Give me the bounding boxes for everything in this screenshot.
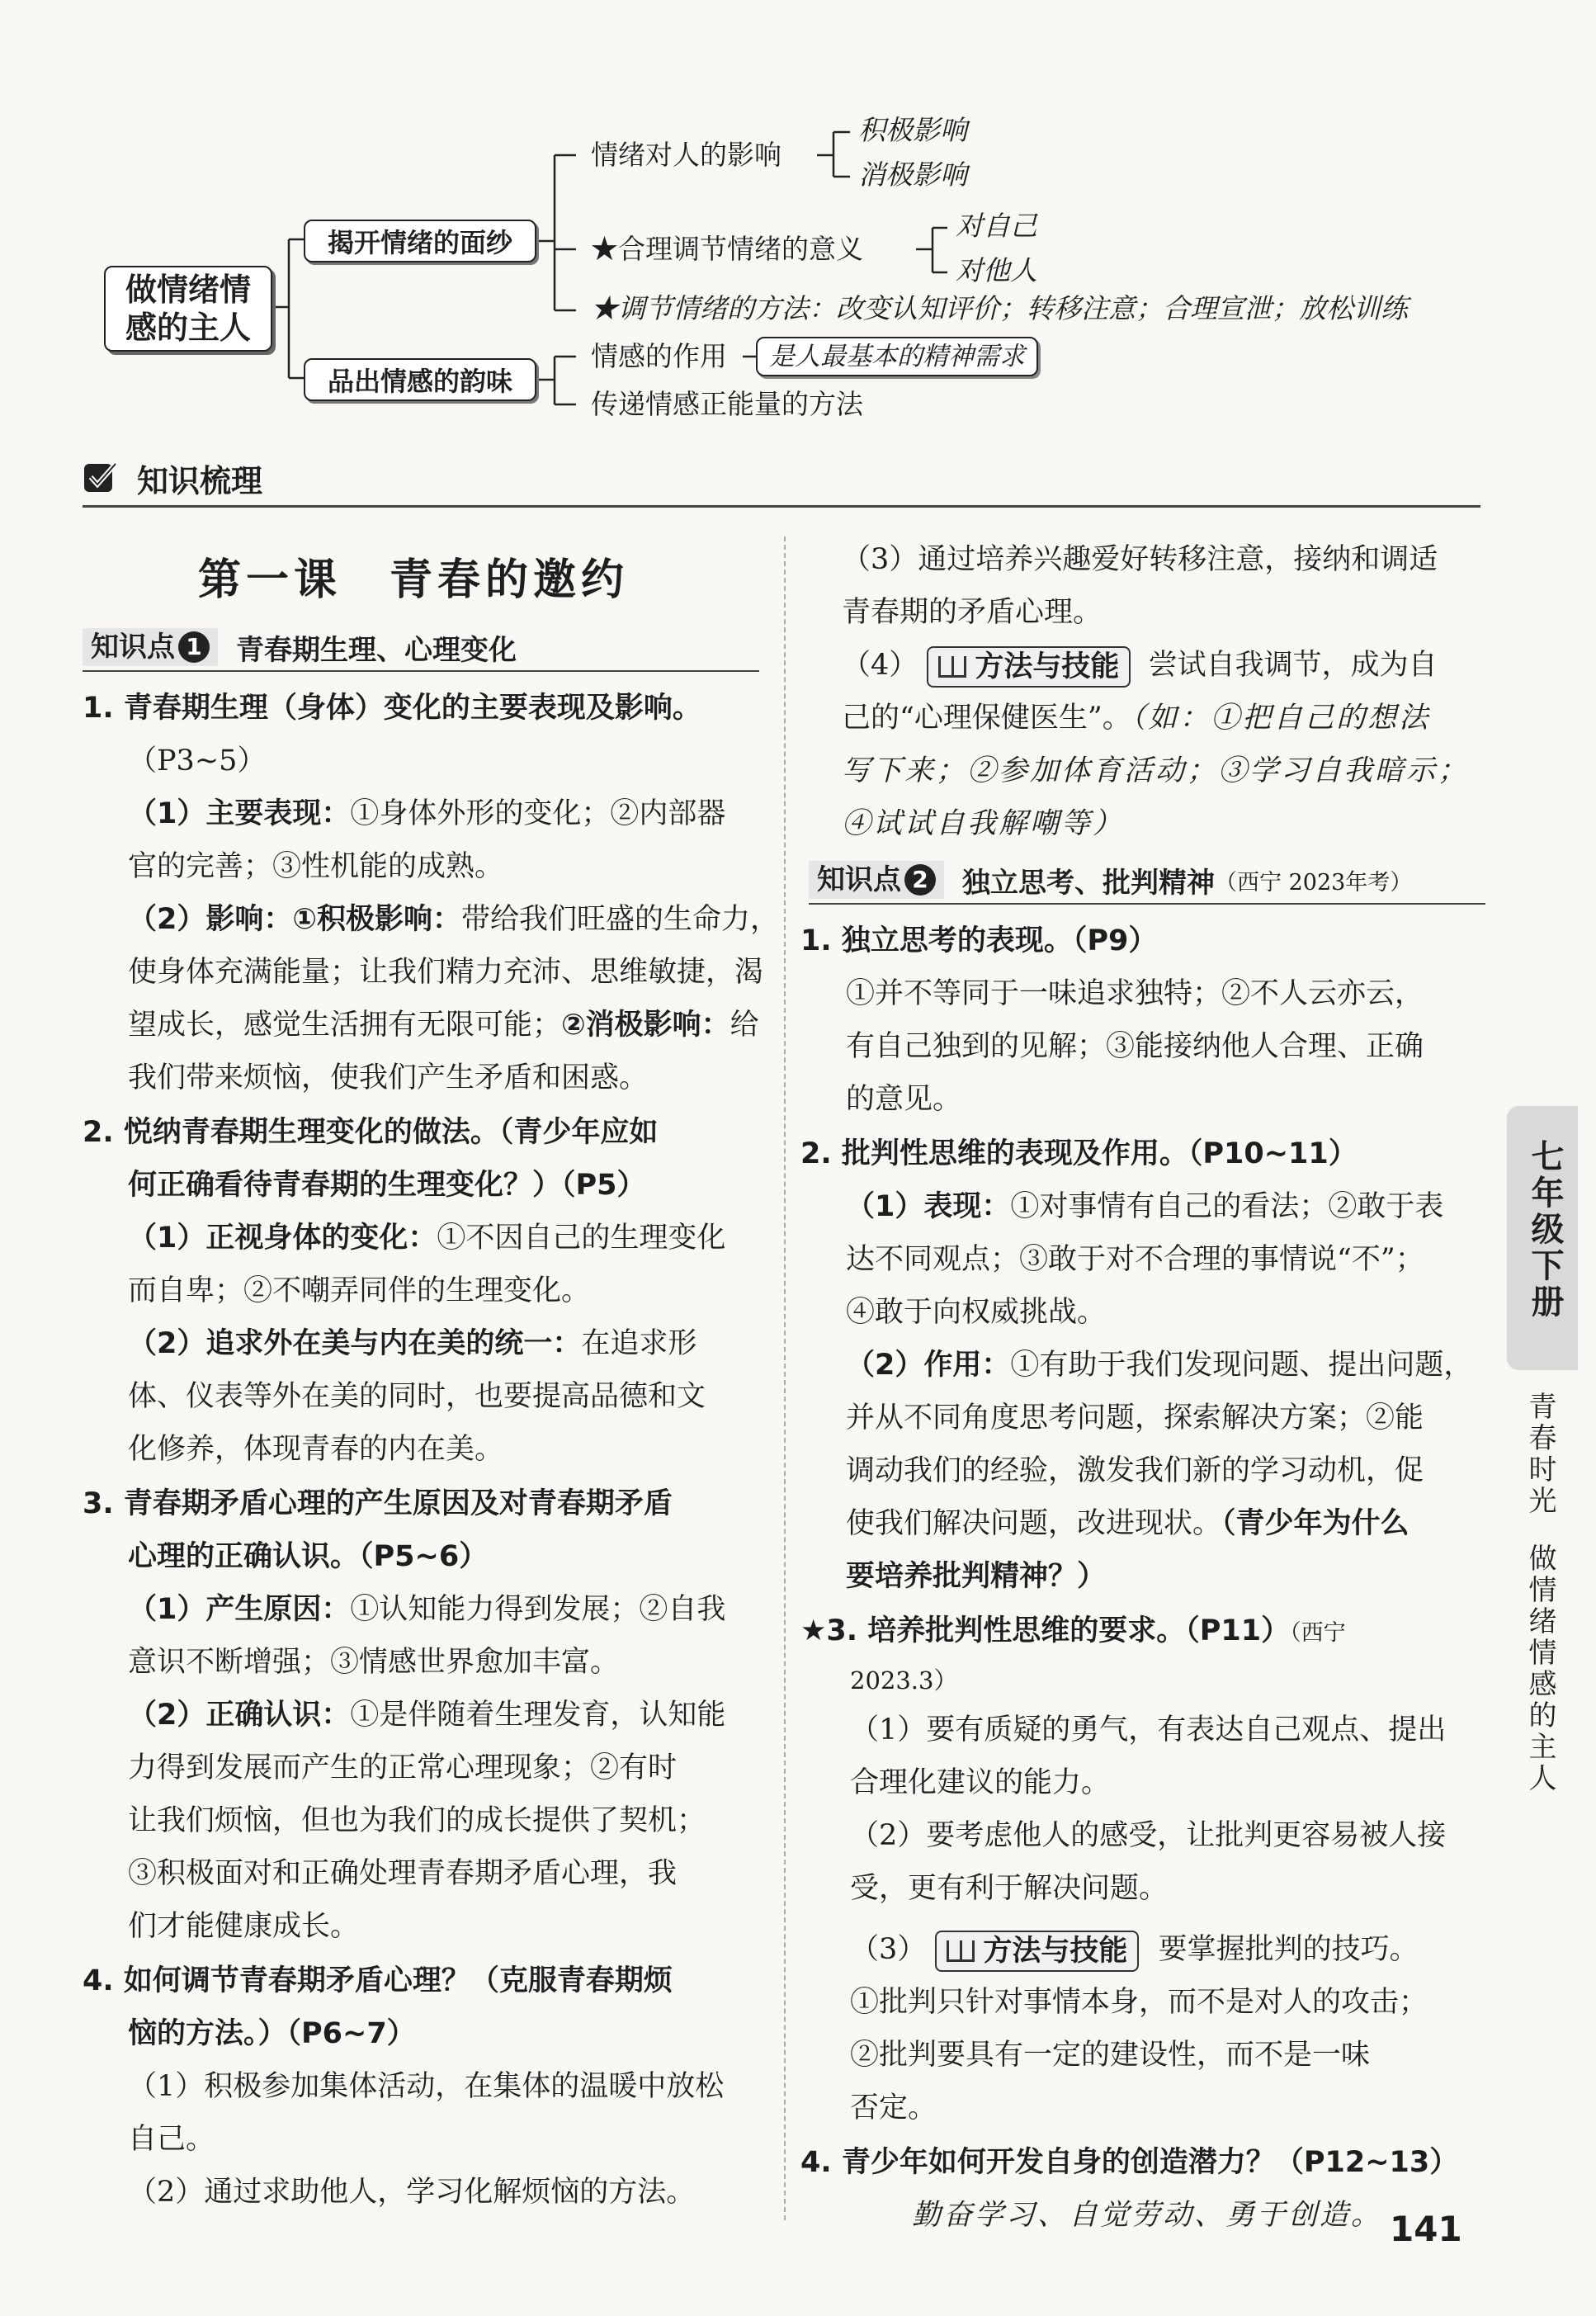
right-a4-hw3: ④试试自我解嘲等） <box>842 807 1125 840</box>
left-q1-a2-label: （2）影响： <box>128 903 293 936</box>
kp1-number: 1 <box>178 631 210 663</box>
grade-side-tab <box>1507 1106 1578 1370</box>
right-q3-a2-l2: 受，更有利于解决问题。 <box>850 1872 1169 1905</box>
right-q2-a2 <box>846 1339 1472 1392</box>
left-q2-a1 <box>128 1212 725 1264</box>
left-q2-title2: 何正确看待青春期的生理变化？）（P5） <box>128 1169 646 1202</box>
right-q1-title: 1. 独立思考的表现。（P9） <box>800 924 1158 957</box>
right-q3-a3-l3: ②批判要具有一定的建设性，而不是一味 <box>850 2039 1371 2072</box>
right-q3-note2: 2023.3） <box>850 1666 958 1694</box>
right-q2-a1-l1: ①对事情有自己的看法；②敢于表 <box>1010 1190 1444 1223</box>
left-q1-title: 1. 青春期生理（身体）变化的主要表现及影响。 <box>83 692 701 725</box>
left-q1-a2-l2: 使身体充满能量；让我们精力充沛、思维敏捷，渴 <box>128 956 764 989</box>
left-q3-a2-label: （2）正确认识： <box>128 1699 351 1732</box>
left-q1-a2 <box>128 893 779 946</box>
right-a4-l2-line <box>842 692 1430 744</box>
right-q3-note1: （西宁 <box>1290 1620 1346 1646</box>
left-q2-a1-l2: 而自卑；②不嘲弄同伴的生理变化。 <box>128 1274 591 1307</box>
knowledge-point-1 <box>83 624 517 670</box>
left-q4-title2: 恼的方法。）（P6~7） <box>128 2017 416 2050</box>
left-q3-a2-l1: ①是伴随着生理发育，认知能 <box>350 1699 726 1732</box>
mm-role-note: 是人最基本的精神需求 <box>756 337 1038 376</box>
left-q1-a2-neg: ②消极影响： <box>561 1009 730 1042</box>
right-q2-a2-l4-line <box>846 1497 1409 1550</box>
right-q2-a1 <box>846 1180 1443 1233</box>
left-q4-a1-l1: （1）积极参加集体活动，在集体的温暖中放松 <box>128 2070 725 2103</box>
kp1-rule <box>83 670 759 672</box>
left-q2-a2-label: （2）追求外在美与内在美的统一： <box>128 1327 582 1360</box>
column-divider <box>784 536 786 2220</box>
lesson-title: 第一课 青春的邀约 <box>198 555 630 605</box>
section-rule <box>83 505 1480 508</box>
left-q3-a2-l3: 让我们烦恼，但也为我们的成长提供了契机； <box>128 1804 706 1837</box>
right-q3-a3-l4: 否定。 <box>850 2091 937 2125</box>
kp1-label-box <box>83 628 218 666</box>
page-number: 141 <box>1390 2209 1462 2249</box>
kp2-name: 独立思考、批判精神 <box>962 866 1215 900</box>
right-q3-title-line <box>800 1605 1346 1660</box>
left-q2-a2 <box>128 1317 696 1370</box>
kp2-rule <box>809 903 1485 905</box>
checkbox-icon <box>83 459 119 495</box>
mm-meaning: ★合理调节情绪的意义 <box>591 233 863 265</box>
right-a4-line <box>842 639 1438 692</box>
right-q3-a3-l2: ①批判只针对事情本身，而不是对人的攻击； <box>850 1986 1428 2019</box>
side-topic: 做情绪情感的主人 <box>1523 1543 1556 1794</box>
book-icon <box>938 656 966 678</box>
right-q1-l3: 的意见。 <box>846 1083 962 1116</box>
left-q4-a2-l1: （2）通过求助他人，学习化解烦恼的方法。 <box>128 2176 696 2209</box>
left-q2-a2-l1: 在追求形 <box>581 1327 697 1360</box>
book-icon <box>947 1940 975 1962</box>
left-q1-a2-l4: 我们带来烦恼，使我们产生矛盾和困惑。 <box>128 1061 649 1094</box>
left-q2-a1-label: （1）正视身体的变化： <box>128 1222 437 1255</box>
mindmap-root-text: 做情绪情感的主人 <box>125 272 251 346</box>
mindmap-branch-2 <box>304 358 536 401</box>
right-a4-prefix: （4） <box>842 649 918 682</box>
right-q3-a3-prefix: （3） <box>850 1933 927 1966</box>
kp2-number: 2 <box>904 864 936 896</box>
mm-meaning-self: 对自己 <box>956 210 1037 242</box>
left-q1-a2-pos: ①积极影响： <box>292 903 461 936</box>
left-q1-a2-l3b: 给 <box>730 1009 759 1042</box>
mm-methods: ★调节情绪的方法：改变认知评价；转移注意；合理宣泄；放松训练 <box>591 292 1408 324</box>
left-q1-a2-l3: 望成长，感觉生活拥有无限可能； <box>128 1009 562 1042</box>
left-q1-a1-l1: ①身体外形的变化；②内部器 <box>350 797 726 830</box>
mm-role: 情感的作用 <box>591 340 727 372</box>
left-q1-a2-l3-line <box>128 999 759 1052</box>
left-q2-a2-l2: 体、仪表等外在美的同时，也要提高品德和文 <box>128 1380 706 1413</box>
right-q3-a1-l1: （1）要有质疑的勇气，有表达自己观点、提出 <box>850 1713 1447 1746</box>
right-q2-a2-l3: 调动我们的经验，激发我们新的学习动机，促 <box>846 1454 1424 1487</box>
kp2-label: 知识点 <box>817 863 901 896</box>
right-q2-a2-q2: 要培养批判精神？） <box>846 1560 1107 1593</box>
mm-meaning-others: 对他人 <box>956 254 1037 286</box>
right-q2-a1-l3: ④敢于向权威挑战。 <box>846 1296 1107 1329</box>
right-q3-a1-l2: 合理化建议的能力。 <box>850 1766 1111 1799</box>
right-q3-a2-l1: （2）要考虑他人的感受，让批判更容易被人接 <box>850 1819 1447 1852</box>
right-q3-a3-line <box>850 1923 1419 1976</box>
skill-badge-2-text: 方法与技能 <box>983 1934 1128 1968</box>
kp1-name: 青春期生理、心理变化 <box>236 633 517 667</box>
right-a4-hw1: （如：①把自己的想法 <box>1131 702 1431 735</box>
right-q3-title: ★3. 培养批判性思维的要求。（P11） <box>800 1614 1291 1647</box>
kp2-label-box <box>809 861 944 899</box>
left-q3-a1 <box>128 1583 725 1636</box>
branch-2-label: 品出情感的韵味 <box>327 366 512 397</box>
left-q3-a2-l4: ③积极面对和正确处理青春期矛盾心理，我 <box>128 1857 678 1890</box>
left-q4-title1: 4. 如何调节青春期矛盾心理？（克服青春期烦 <box>83 1964 673 1997</box>
left-q3-title1: 3. 青春期矛盾心理的产生原因及对青春期矛盾 <box>83 1487 673 1520</box>
section-title: 知识梳理 <box>137 463 263 499</box>
mm-method: 传递情感正能量的方法 <box>591 388 863 420</box>
grade-tab-text: 七年级下册 <box>1526 1139 1564 1321</box>
left-q1-a1-label: （1）主要表现： <box>128 797 351 830</box>
left-q3-a1-l2: 意识不断增强；③情感世界愈加丰富。 <box>128 1646 620 1679</box>
kp2-note: （西宁 2023年考） <box>1215 869 1413 896</box>
right-a4-hw2: 写下来；②参加体育活动；③学习自我暗示； <box>842 754 1470 787</box>
right-q2-a2-q: （青少年为什么 <box>1221 1507 1409 1540</box>
left-q1-a2-l1: 带给我们旺盛的生命力， <box>461 903 780 936</box>
right-q1-l2: 有自己独到的见解；③能接纳他人合理、正确 <box>846 1030 1424 1063</box>
left-q2-a2-l3: 化修养，体现青春的内在美。 <box>128 1433 504 1466</box>
skill-badge-1 <box>927 646 1131 688</box>
left-q3-a1-l1: ①认知能力得到发展；②自我 <box>350 1593 726 1626</box>
right-q2-title: 2. 批判性思维的表现及作用。（P10~11） <box>800 1137 1358 1170</box>
left-q1-a1 <box>128 787 725 840</box>
right-a3-l1: （3）通过培养兴趣爱好转移注意，接纳和调适 <box>842 543 1438 576</box>
mindmap-branch-1 <box>304 220 536 262</box>
skill-badge-2 <box>935 1931 1139 1972</box>
right-q2-a2-l1: ①有助于我们发现问题、提出问题， <box>1010 1349 1473 1382</box>
left-q3-a2 <box>128 1689 725 1742</box>
right-a4-l2: 己的“心理保健医生”。 <box>842 702 1131 735</box>
right-q2-a1-l2: 达不同观点；③敢于对不合理的事情说“不”； <box>846 1243 1424 1276</box>
mm-effect-neg: 消极影响 <box>858 158 967 191</box>
mm-effect-pos: 积极影响 <box>858 114 967 146</box>
mm-effect: 情绪对人的影响 <box>591 139 781 171</box>
left-q1-ref: （P3~5） <box>128 744 267 778</box>
right-q2-a1-label: （1）表现： <box>846 1190 1011 1223</box>
right-q3-a3-l1: 要掌握批判的技巧。 <box>1158 1933 1419 1966</box>
knowledge-point-2 <box>809 857 1412 903</box>
left-q4-a1-l2: 自己。 <box>128 2123 215 2156</box>
left-q2-a1-l1: ①不因自己的生理变化 <box>437 1222 726 1255</box>
right-q1-l1: ①并不等同于一味追求独特；②不人云亦云， <box>846 977 1424 1010</box>
right-q4-hw: 勤奋学习、自觉劳动、勇于创造。 <box>912 2199 1383 2232</box>
right-q2-a2-l2: 并从不同角度思考问题，探索解决方案；②能 <box>846 1401 1424 1435</box>
left-q3-a2-l2: 力得到发展而产生的正常心理现象；②有时 <box>128 1751 678 1784</box>
side-unit: 青春时光 <box>1523 1392 1556 1517</box>
right-a4-l1: 尝试自我调节，成为自 <box>1148 649 1438 682</box>
branch-1-label: 揭开情绪的面纱 <box>327 227 512 258</box>
left-q3-a2-l5: 们才能健康成长。 <box>128 1910 360 1943</box>
kp1-label: 知识点 <box>91 631 175 664</box>
left-q3-title2: 心理的正确认识。（P5~6） <box>128 1540 489 1573</box>
mindmap-root <box>104 266 272 352</box>
right-q4-title: 4. 青少年如何开发自身的创造潜力？（P12~13） <box>800 2146 1459 2179</box>
left-q1-a1-l2: 官的完善；③性机能的成熟。 <box>128 850 504 883</box>
left-q3-a1-label: （1）产生原因： <box>128 1593 351 1626</box>
right-q2-a2-label: （2）作用： <box>846 1349 1011 1382</box>
right-q2-a2-l4: 使我们解决问题，改进现状。 <box>846 1507 1222 1540</box>
skill-badge-1-text: 方法与技能 <box>975 650 1120 683</box>
left-q2-title1: 2. 悦纳青春期生理变化的做法。（青少年应如 <box>83 1116 659 1149</box>
right-a3-l2: 青春期的矛盾心理。 <box>842 596 1103 629</box>
